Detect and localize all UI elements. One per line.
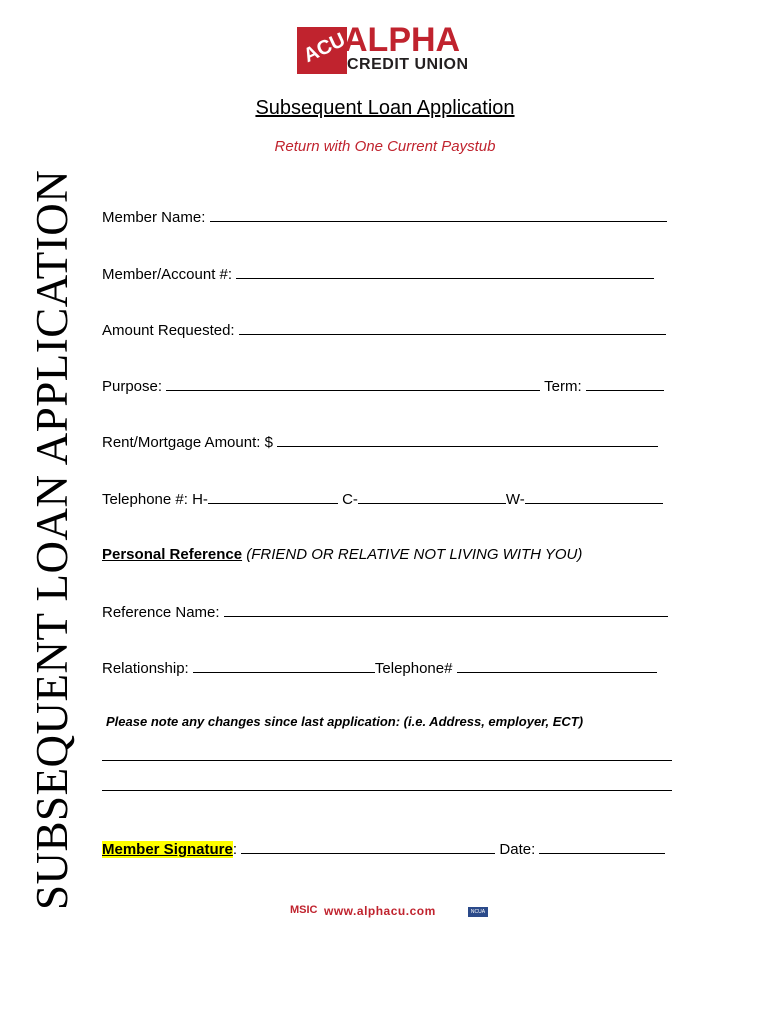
telephone-label: Telephone #: H- [102, 491, 208, 508]
telephone-row [102, 489, 663, 508]
rent-field[interactable] [277, 432, 658, 447]
member-name-row [102, 207, 667, 226]
changes-line-2[interactable] [102, 790, 672, 791]
relationship-field[interactable] [193, 658, 375, 673]
reference-note: (FRIEND OR RELATIVE NOT LIVING WITH YOU) [246, 546, 583, 563]
website-link[interactable]: www.alphacu.com [324, 904, 436, 918]
acu-logo-mark [297, 27, 347, 74]
member-name-label: Member Name: [102, 209, 206, 226]
logo-name: ALPHA [343, 21, 461, 59]
ncua-logo: NCUA [468, 907, 488, 917]
date-label: Date: [499, 841, 536, 858]
account-label: Member/Account #: [102, 266, 233, 283]
relationship-label: Relationship: [102, 660, 189, 677]
member-signature-field[interactable] [241, 839, 495, 854]
msic-logo: MSIC [290, 904, 318, 916]
member-signature-label: Member Signature [102, 841, 233, 858]
signature-colon: : [232, 841, 238, 858]
reference-heading-row [102, 546, 582, 563]
reference-name-field[interactable] [224, 602, 668, 617]
date-field[interactable] [539, 839, 665, 854]
form-subtitle: Return with One Current Paystub [274, 138, 496, 155]
reference-heading: Personal Reference [102, 546, 243, 563]
changes-note: Please note any changes since last application: (i.e. Address, employer, ECT) [106, 714, 584, 729]
telephone-cell-label: C- [342, 491, 358, 508]
logo-mark-text: ACU [300, 28, 349, 68]
term-field[interactable] [586, 376, 664, 391]
purpose-label: Purpose: [102, 378, 163, 395]
rent-label: Rent/Mortgage Amount: $ [102, 434, 273, 451]
telephone-cell-field[interactable] [358, 489, 506, 504]
form-subtitle-wrap [0, 138, 770, 156]
relationship-row [102, 658, 657, 677]
alpha-credit-union-logo [297, 21, 473, 75]
reference-telephone-label: Telephone# [374, 660, 453, 677]
changes-line-1[interactable] [102, 760, 672, 761]
term-label: Term: [544, 378, 582, 395]
purpose-field[interactable] [166, 376, 540, 391]
signature-row [102, 839, 665, 858]
reference-telephone-field[interactable] [457, 658, 657, 673]
amount-row [102, 320, 666, 339]
telephone-work-field[interactable] [525, 489, 663, 504]
account-row [102, 264, 654, 283]
reference-name-label: Reference Name: [102, 604, 220, 621]
form-title-wrap [0, 97, 770, 120]
reference-name-row [102, 602, 668, 621]
telephone-work-label: W- [505, 491, 525, 508]
form-title: Subsequent Loan Application [255, 97, 515, 119]
member-name-field[interactable] [210, 207, 667, 222]
purpose-row [102, 376, 664, 395]
logo-subname: CREDIT UNION [347, 56, 469, 73]
amount-label: Amount Requested: [102, 322, 235, 339]
telephone-home-field[interactable] [208, 489, 338, 504]
amount-field[interactable] [239, 320, 666, 335]
account-field[interactable] [236, 264, 654, 279]
side-title: SUBSEQUENT LOAN APPLICATION [27, 169, 77, 910]
rent-row [102, 432, 658, 451]
